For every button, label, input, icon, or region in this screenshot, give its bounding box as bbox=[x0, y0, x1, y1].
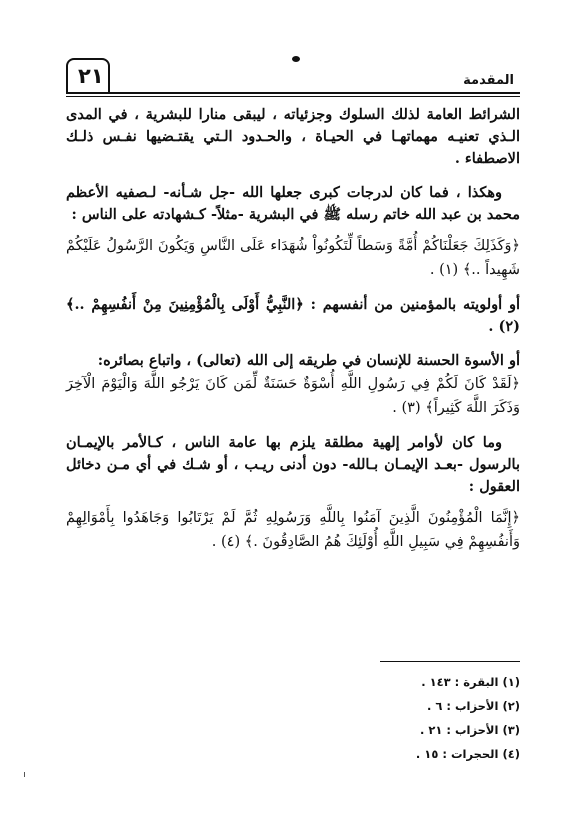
main-text bbox=[66, 104, 520, 554]
chapter-title: المقدمة bbox=[463, 73, 514, 88]
header-rule-thin bbox=[66, 96, 520, 97]
margin-mark bbox=[24, 772, 25, 777]
paragraph-2: وهكذا ، فما كان لدرجات كبرى جعلها الله -جل شـأنه- لـصفيه الأعظم محمد بن عبد الله خاتم رسله ﷺ في البشرية -مثلاً- كـشهادته على الناس : bbox=[66, 184, 520, 223]
quran-verse-3: ﴿إِنَّمَا الْمُؤْمِنُونَ الَّذِينَ آمَنُوا بِاللَّهِ وَرَسُولِهِ ثُمَّ لَمْ يَرْتَابُوا وَجَاهَدُوا بِأَمْوَالِهِمْ وَأَنفُسِهِمْ فِي سَبِيلِ اللَّهِ أُوْلَئِكَ هُمُ الصَّادِقُونَ .﴾ (٤) . bbox=[66, 510, 520, 550]
header-ornament bbox=[292, 56, 300, 62]
quran-verse-1: ﴿وَكَذَلِكَ جَعَلْنَاكُمْ أُمَّةً وَسَطاً لِّتَكُونُواْ شُهَدَاء عَلَى النَّاسِ وَيَكُونَ الرَّسُولُ عَلَيْكُمْ شَهِيداً ..﴾ (١) . bbox=[66, 238, 520, 278]
footnote-rule bbox=[380, 661, 520, 662]
footnote-2: (٢) الأحزاب : ٦ . bbox=[426, 699, 520, 713]
footnotes bbox=[320, 670, 520, 766]
quran-verse-2: ﴿لَقَدْ كَانَ لَكُمْ فِي رَسُولِ اللَّهِ أُسْوَةٌ حَسَنَةٌ لِّمَن كَانَ يَرْجُو اللَّهَ وَالْيَوْمَ الْآخِرَ وَذَكَرَ اللَّهَ كَثِيراً﴾ (٣) . bbox=[66, 376, 520, 416]
paragraph-3: أو أولويته بالمؤمنين من أنفسهم : ﴿النَّبِيُّ أَوْلَى بِالْمُؤْمِنِينَ مِنْ أَنفُسِهِمْ ..﴾ (٢) . bbox=[66, 296, 520, 335]
header-rule bbox=[66, 92, 520, 94]
footnote-4: (٤) الحجرات : ١٥ . bbox=[415, 747, 520, 761]
page-number-frame bbox=[66, 58, 110, 92]
running-header bbox=[66, 62, 520, 96]
page-number: ٢١ bbox=[78, 64, 104, 88]
footnote-3: (٣) الأحزاب : ٢١ . bbox=[419, 723, 520, 737]
paragraph-4: أو الأسوة الحسنة للإنسان في طريقه إلى الله (تعالى) ، واتباع بصائره: bbox=[97, 352, 520, 369]
paragraph-1: الشرائط العامة لذلك السلوك وجزئياته ، ليبقى منارا للبشرية ، في المدى الـذي تعنيـه مهماتهـا في الحيـاة ، والحـدود الـتي يقتـضيها نفـس ذلـك الاصطفاء . bbox=[66, 106, 520, 167]
paragraph-5: وما كان لأوامر إلهية مطلقة يلزم بها عامة الناس ، كـالأمر بالإيمـان بالرسول -بعـد الإيمـان بـالله- دون أدنى ريـب ، أو شـك في أي مـن دخائل العقول : bbox=[66, 434, 520, 495]
footnote-1: (١) البقرة : ١٤٣ . bbox=[421, 675, 520, 689]
